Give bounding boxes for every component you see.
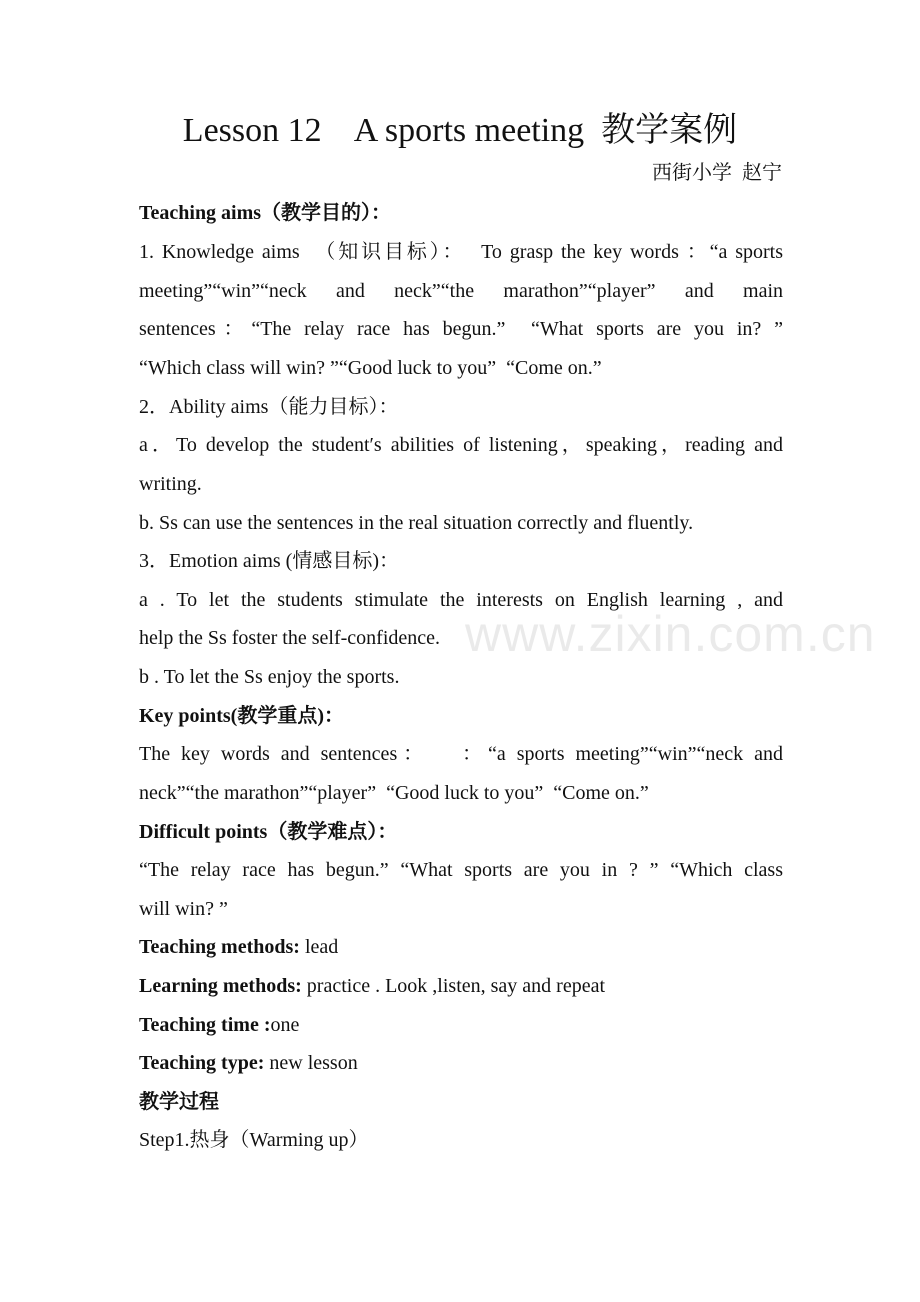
ability-aims-heading: 2．Ability aims（能力目标）： [139,396,399,418]
teaching-methods-label: Teaching methods: [139,936,300,958]
emotion-aim-a-line-2: help the Ss foster the self-confidence. [139,627,441,649]
teaching-time-label: Teaching time : [139,1014,271,1036]
knowledge-aims-line-4: “Which class will win? ”“Good luck to you” “Come on.” [139,357,602,379]
difficult-points-heading: Difficult points（教学难点）： [139,821,398,843]
learning-methods-value: practice . Look ,listen, say and repeat [301,975,606,997]
learning-methods-row [139,971,783,1001]
document-title: Lesson 12 A sports meeting 教学案例 [182,112,738,149]
emotion-aim-a-line-1: a . To let the students stimulate the interests on English learning , and [139,589,783,611]
key-points-line-1: The key words and sentences： ：“a sports meeting”“win”“neck and [139,743,783,765]
ability-aim-a-line-1: a．To develop the student′s abilities of listening，speaking，reading and [139,434,783,456]
knowledge-aims-line-3: sentences：“The relay race has begun.” “What sports are you in? ” [139,318,783,340]
difficult-points-line-1: “The relay race has begun.” “What sports are you in ? ” “Which class [139,859,783,881]
key-points-line-2: neck”“the marathon”“player” “Good luck to you” “Come on.” [139,782,649,804]
teaching-aims-heading: Teaching aims（教学目的）： [139,202,392,224]
teaching-time-row [139,1010,783,1040]
ability-aim-b: b. Ss can use the sentences in the real situation correctly and fluently. [139,512,694,534]
difficult-points-line-2: will win? ” [139,898,228,920]
ability-aim-a-line-2: writing. [139,473,202,495]
process-heading: 教学过程 [139,1091,219,1113]
teaching-type-label: Teaching type: [139,1052,265,1074]
teaching-time-value: one [270,1014,300,1036]
author-line: 西街小学 赵宁 [652,162,782,184]
emotion-aim-b: b . To let the Ss enjoy the sports. [139,666,400,688]
learning-methods-label: Learning methods: [139,975,302,997]
teaching-type-value: new lesson [264,1052,358,1074]
emotion-aims-heading: 3．Emotion aims (情感目标)： [139,550,399,572]
knowledge-aims-line-1: 1. Knowledge aims （知识目标）： To grasp the key words ：“a sports [139,241,783,263]
knowledge-aims-line-2: meeting”“win”“neck and neck”“the marathon”“player” and main [139,280,783,302]
teaching-methods-row [139,932,783,962]
key-points-heading: Key points(教学重点)： [139,705,344,727]
teaching-methods-value: lead [299,936,339,958]
teaching-type-row [139,1048,783,1078]
watermark: www.zixin.com.cn [465,606,876,662]
step1-line: Step1.热身（Warming up） [139,1129,369,1151]
